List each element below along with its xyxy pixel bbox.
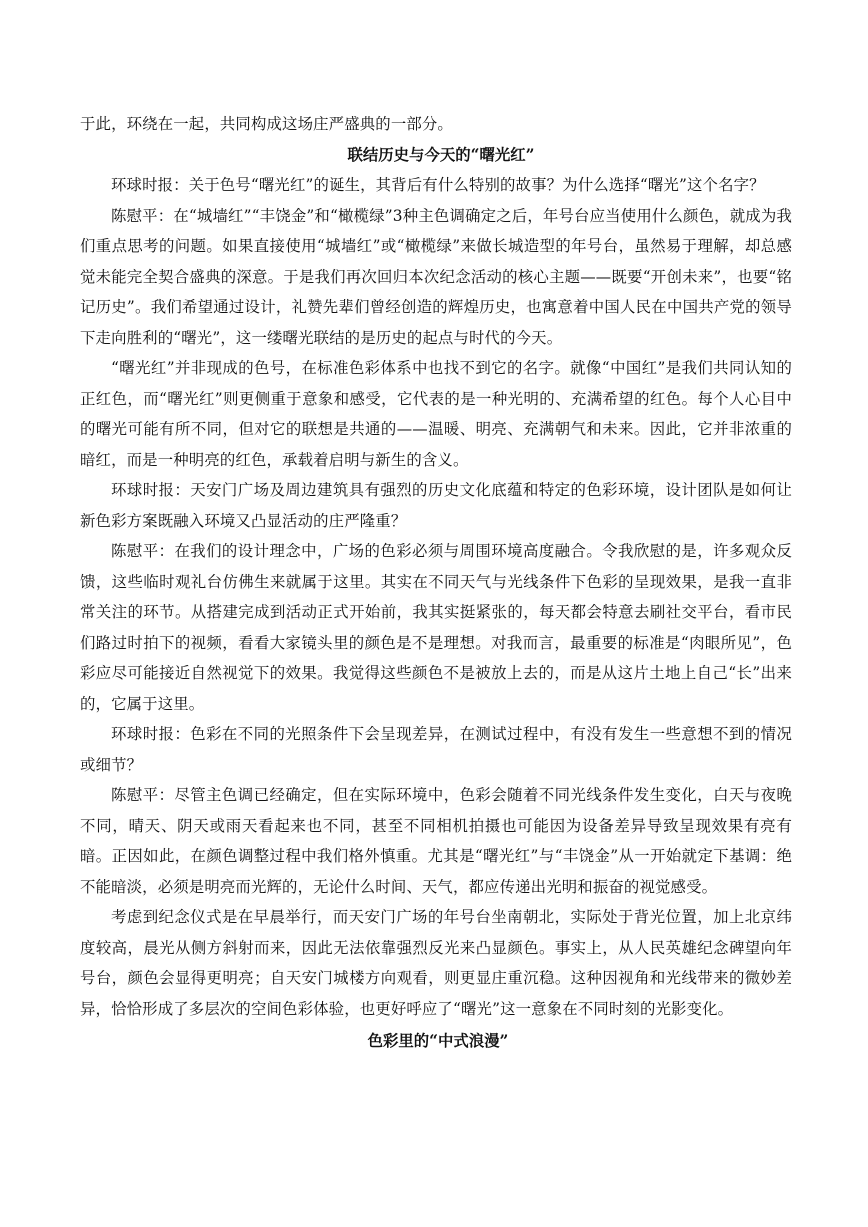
interview-question-paragraph: 环球时报：关于色号“曙光红”的诞生，其背后有什么特别的故事？为什么选择“曙光”这个名字？ [111, 176, 765, 194]
body-paragraph: “曙光红”并非现成的色号，在标准色彩体系中也找不到它的名字。就像“中国红”是我们共同认知的正红色，而“曙光红”则更侧重于意象和感受，它代表的是一种光明的、充满希望的红色。每个人心目中的曙光可能有所不同，但对它的联想是共通的——温暖、明亮、充满朝气和未来。因此，它并非浓重的暗红，而是一种明亮的红色，承载着启明与新生的含义。 [80, 359, 792, 469]
interview-question-paragraph: 环球时报：色彩在不同的光照条件下会呈现差异，在测试过程中，有没有发生一些意想不到的情况或细节？ [80, 725, 792, 774]
section-heading-dawn-red: 联结历史与今天的“曙光红” [347, 145, 535, 164]
interview-question-paragraph: 环球时报：天安门广场及周边建筑具有强烈的历史文化底蕴和特定的色彩环境，设计团队是如何让新色彩方案既融入环境又凸显活动的庄严隆重？ [80, 481, 792, 530]
interview-answer-paragraph: 陈慰平：在我们的设计理念中，广场的色彩必须与周围环境高度融合。令我欣慰的是，许多观众反馈，这些临时观礼台仿佛生来就属于这里。其实在不同天气与光线条件下色彩的呈现效果，是我一直非常关注的环节。从搭建完成到活动正式开始前，我其实挺紧张的，每天都会特意去刷社交平台，看市民们路过时拍下的视频，看看大家镜头里的颜色是不是理想。对我而言，最重要的标准是“肉眼所见”，色彩应尽可能接近自然视觉下的效果。我觉得这些颜色不是被放上去的，而是从这片土地上自己“长”出来的，它属于这里。 [80, 542, 792, 713]
section-heading-chinese-romance: 色彩里的“中式浪漫” [367, 1032, 509, 1050]
interview-answer-paragraph: 陈慰平：尽管主色调已经确定，但在实际环境中，色彩会随着不同光线条件发生变化，白天与夜晚不同，晴天、阴天或雨天看起来也不同，甚至不同相机拍摄也可能因为设备差异导致呈现效果有亮有暗。正因如此，在颜色调整过程中我们格外慎重。尤其是“曙光红”与“丰饶金”从一开始就定下基调：绝不能暗淡，必须是明亮而光辉的，无论什么时间、天气，都应传递出光明和振奋的视觉感受。 [80, 786, 792, 896]
continuation-paragraph: 于此，环绕在一起，共同构成这场庄严盛典的一部分。 [80, 115, 453, 133]
interview-answer-paragraph: 陈慰平：在“城墙红”“丰饶金”和“橄榄绿”3种主色调确定之后，年号台应当使用什么颜色，就成为我们重点思考的问题。如果直接使用“城墙红”或“橄榄绿”来做长城造型的年号台，虽然易于理解，却总感觉未能完全契合盛典的深意。于是我们再次回归本次纪念活动的核心主题——既要“开创未来”，也要“铭记历史”。我们希望通过设计，礼赞先辈们曾经创造的辉煌历史，也寓意着中国人民在中国共产党的领导下走向胜利的“曙光”，这一缕曙光联结的是历史的起点与时代的今天。 [80, 206, 792, 347]
body-paragraph: 考虑到纪念仪式是在早晨举行，而天安门广场的年号台坐南朝北，实际处于背光位置，加上北京纬度较高，晨光从侧方斜射而来，因此无法依靠强烈反光来凸显颜色。事实上，从人民英雄纪念碑望向年号台，颜色会显得更明亮；自天安门城楼方向观看，则更显庄重沉稳。这种因视角和光线带来的微妙差异，恰恰形成了多层次的空间色彩体验，也更好呼应了“曙光”这一意象在不同时刻的光影变化。 [80, 908, 792, 1018]
